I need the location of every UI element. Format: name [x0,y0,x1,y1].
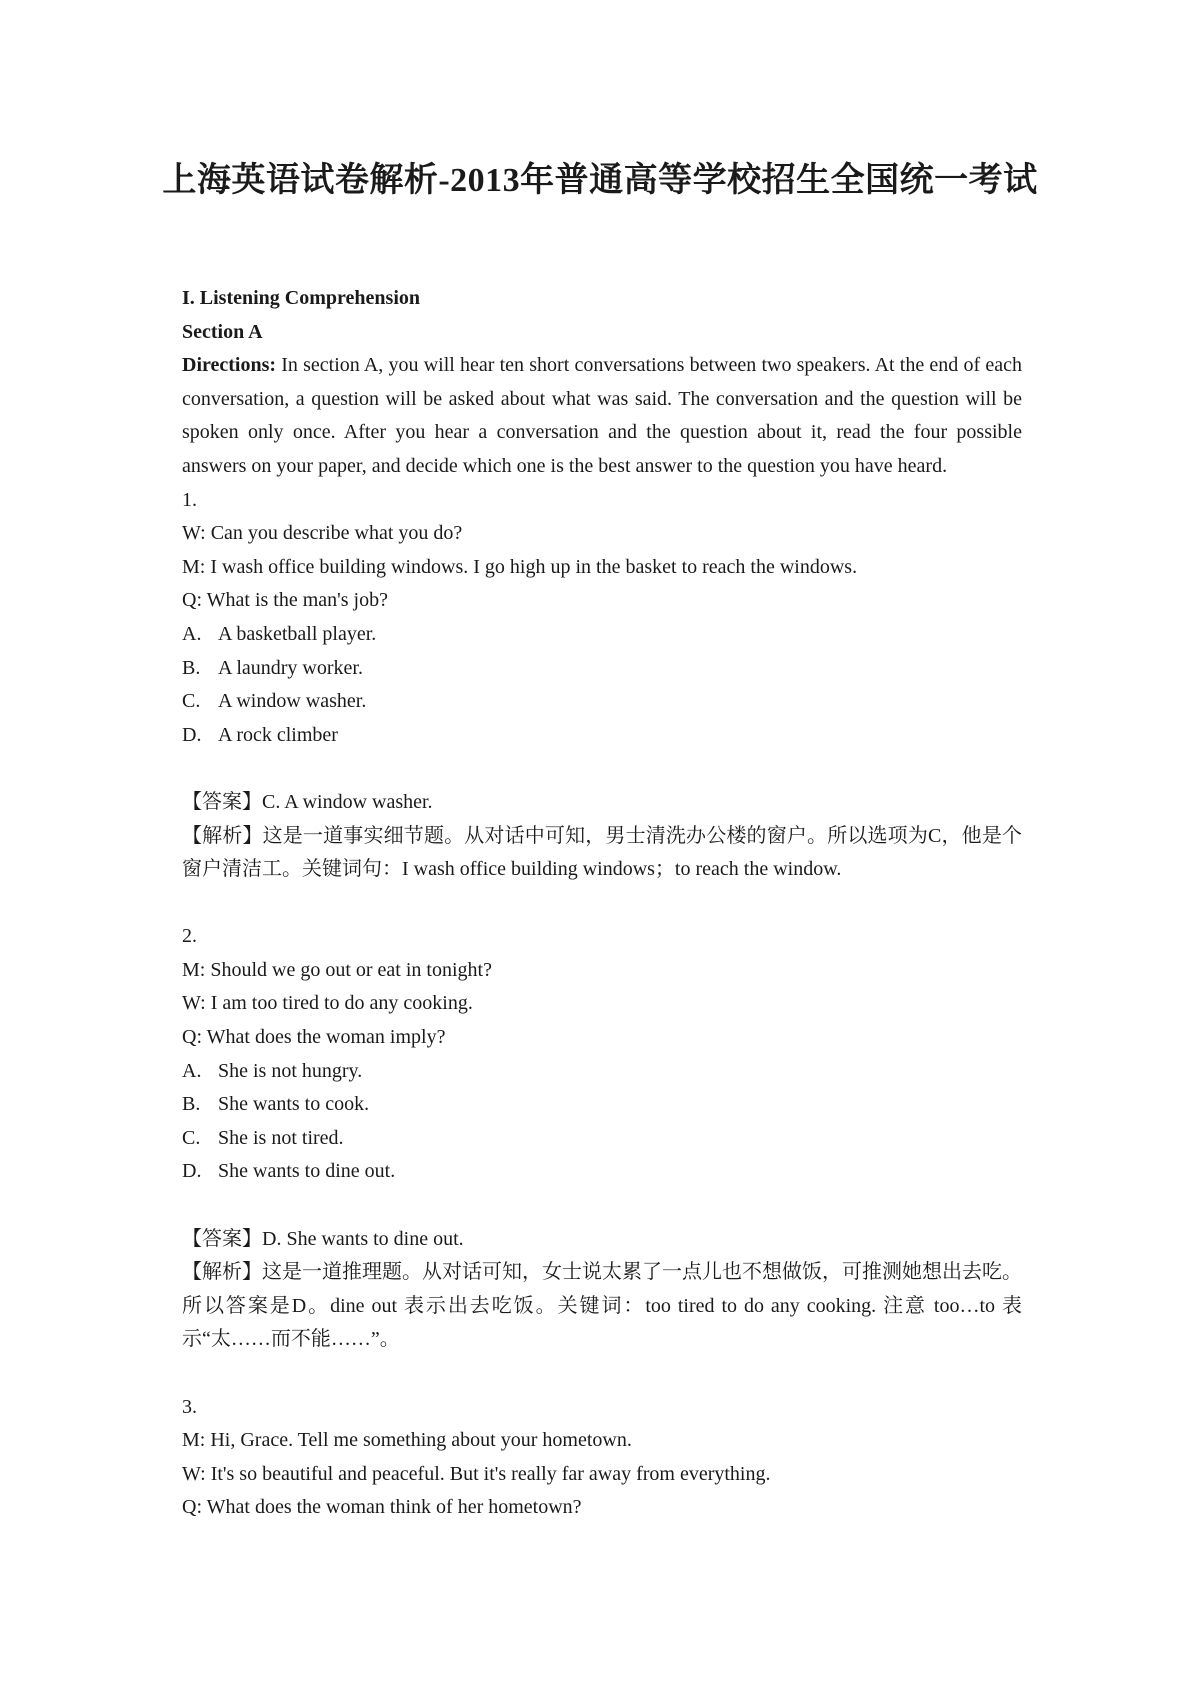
analysis-paragraph: 【解析】这是一道事实细节题。从对话中可知，男士清洗办公楼的窗户。所以选项为C，他是个窗户清洁工。关键词句：I wash office building windows；to reach the window. [182,824,1022,881]
dialogue-line: W: I am too tired to do any cooking. [182,992,473,1015]
directions-text: In section A, you will hear ten short conversations between two speakers. At the end of each conversation, a question will be asked about what was said. The conversation and the question will be spoken only once. After you hear a conversation and the question about it, read the four possible answers on your paper, and decide which one is the best answer to the question you have heard. [182,354,1022,477]
option-b [182,652,1022,686]
question-line: Q: What does the woman think of her hometown? [182,1496,582,1519]
dialogue-line: M: Should we go out or eat in tonight? [182,958,492,981]
option-letter: B. [182,1093,201,1116]
question-2 [182,920,1022,1390]
dialogue-line: M: I wash office building windows. I go high up in the basket to reach the windows. [182,555,858,578]
document-body [182,282,1022,1525]
option-text: A basketball player. [218,622,377,645]
option-a [182,618,1022,652]
page-title: 上海英语试卷解析-2013年普通高等学校招生全国统一考试 [162,162,1038,199]
directions-label: Directions: [182,354,277,377]
dialogue-line: M: Hi, Grace. Tell me something about your hometown. [182,1429,632,1452]
option-text: A window washer. [218,690,367,713]
option-letter: A. [182,1059,202,1082]
option-text: She is not tired. [218,1126,344,1149]
option-d [182,1155,1022,1189]
option-letter: C. [182,1126,201,1149]
question-line: Q: What is the man's job? [182,589,388,612]
option-text: She wants to dine out. [218,1160,396,1183]
question-number: 3. [182,1395,197,1418]
option-letter: A. [182,622,202,645]
option-letter: D. [182,723,202,746]
option-c [182,1122,1022,1156]
spacer [182,1357,1022,1391]
analysis-paragraph: 【解析】这是一道推理题。从对话可知，女士说太累了一点儿也不想做饭，可推测她想出去吃。所以答案是D。dine out 表示出去吃饭。关键词：too tired to do any cooking. 注意 too…to 表示“太……而不能……”。 [182,1261,1022,1351]
answer-line: 【答案】D. She wants to dine out. [182,1227,464,1250]
directions-paragraph [182,349,1022,483]
option-letter: C. [182,690,201,713]
option-text: She wants to cook. [218,1093,370,1116]
option-a [182,1055,1022,1089]
option-letter: B. [182,656,201,679]
option-b [182,1088,1022,1122]
option-letter: D. [182,1160,202,1183]
answer-line: 【答案】C. A window washer. [182,790,433,813]
question-number: 1. [182,488,197,511]
spacer [182,1189,1022,1223]
part-heading: I. Listening Comprehension [182,287,421,309]
option-text: She is not hungry. [218,1059,363,1082]
option-text: A rock climber [218,723,338,746]
question-3 [182,1391,1022,1525]
option-d [182,719,1022,753]
dialogue-line: W: It's so beautiful and peaceful. But it's really far away from everything. [182,1462,771,1485]
section-heading: Section A [182,320,263,343]
question-line: Q: What does the woman imply? [182,1026,446,1049]
dialogue-line: W: Can you describe what you do? [182,522,463,545]
spacer [182,887,1022,921]
question-number: 2. [182,925,197,948]
spacer [182,752,1022,786]
option-text: A laundry worker. [218,656,363,679]
question-1 [182,484,1022,921]
option-c [182,685,1022,719]
